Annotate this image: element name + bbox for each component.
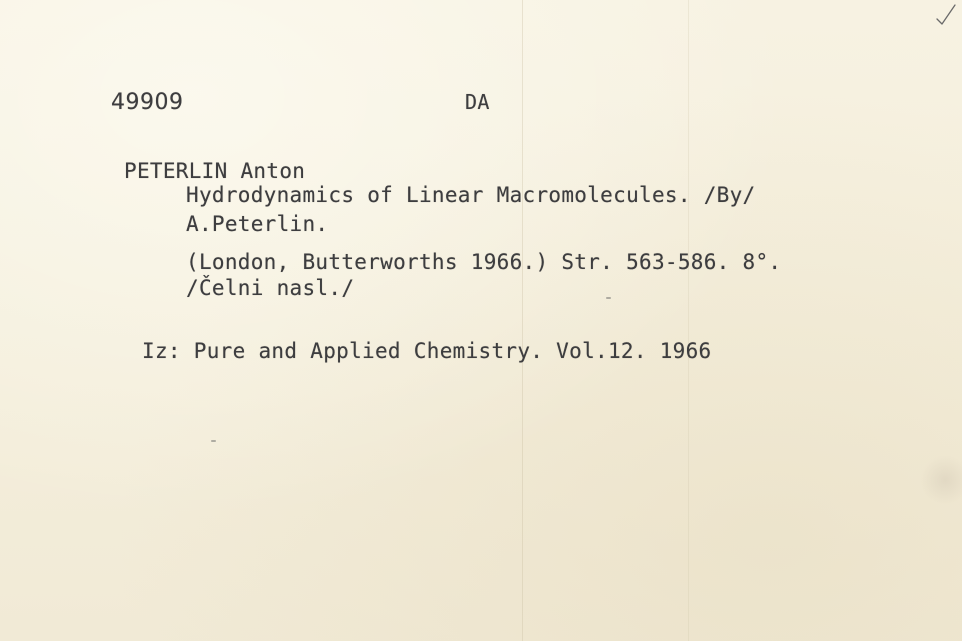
author-heading: PETERLIN Anton bbox=[124, 159, 306, 183]
paper-crease bbox=[688, 0, 689, 641]
imprint-line: (London, Butterworths 1966.) Str. 563-586. 8°. bbox=[186, 250, 782, 274]
title-note-line: /Čelni nasl./ bbox=[186, 276, 355, 300]
source-note: Iz: Pure and Applied Chemistry. Vol.12. 1966 bbox=[142, 339, 712, 363]
title-line: Hydrodynamics of Linear Macromolecules. /By/ bbox=[186, 183, 756, 207]
paper-smudge bbox=[920, 455, 962, 505]
ink-speck bbox=[211, 440, 216, 442]
accession-number: 49909 bbox=[111, 90, 184, 115]
paper-crease bbox=[522, 0, 523, 641]
ink-speck bbox=[606, 297, 611, 299]
location-code: DA bbox=[465, 90, 490, 114]
title-statement-line: A.Peterlin. bbox=[186, 212, 329, 236]
check-mark-icon bbox=[934, 2, 958, 28]
